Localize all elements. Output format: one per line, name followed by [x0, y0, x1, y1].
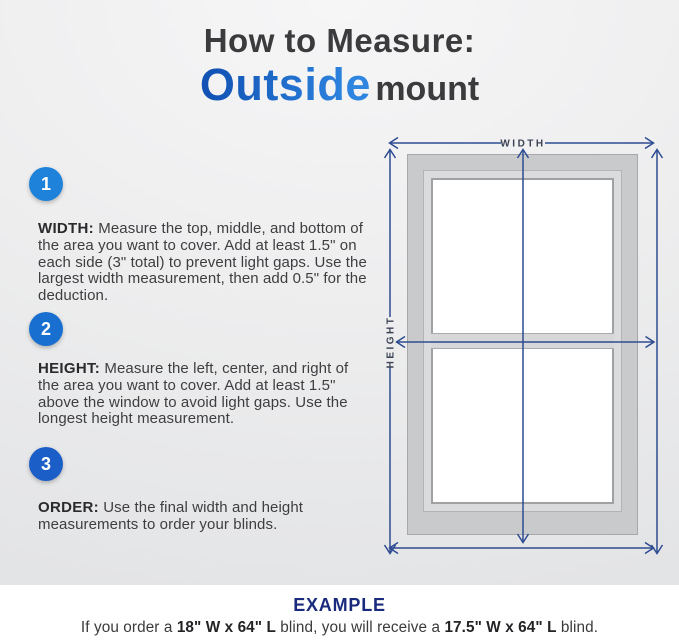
step-1-label: WIDTH:	[38, 220, 94, 237]
step-2-text: Measure the left, center, and right of the area you want to cover. Add at least 1.5" above the window to avoid light gaps. Use the longest height measurement.	[38, 360, 349, 428]
step-2-instructions	[38, 361, 370, 428]
measurement-arrows	[375, 125, 675, 575]
title-mount-word: mount	[375, 70, 480, 108]
example-sentence	[0, 619, 679, 637]
step-3-badge: 3	[29, 447, 63, 481]
step-2-label: HEIGHT:	[38, 360, 101, 377]
window-measurement-diagram	[375, 125, 675, 575]
step-3-text: Use the final width and height measurements to order your blinds.	[38, 499, 304, 533]
height-label: HEIGHT	[385, 315, 397, 369]
middle-width-arrow	[397, 337, 655, 348]
example-ordered-size: 18" W x 64" L	[176, 619, 276, 636]
center-height-arrow	[518, 150, 529, 543]
example-received-size: 17.5" W x 64" L	[444, 619, 557, 636]
title-line-1: How to Measure:	[203, 22, 476, 59]
page-title	[0, 22, 679, 110]
example-footer	[0, 585, 679, 644]
height-arrow	[385, 150, 397, 554]
title-line-2	[0, 59, 679, 110]
width-label: WIDTH	[500, 138, 546, 150]
right-height-arrow	[652, 150, 663, 554]
example-segment: blind.	[556, 619, 599, 636]
step-1-instructions	[38, 221, 370, 305]
width-arrow	[390, 138, 654, 150]
step-3-instructions	[38, 500, 370, 534]
bottom-width-arrow	[390, 543, 654, 554]
example-segment: blind, you will receive a	[275, 619, 445, 636]
step-2-badge: 2	[29, 312, 63, 346]
step-3-label: ORDER:	[38, 499, 99, 516]
title-mount-type: Outside	[199, 59, 371, 110]
step-1-text: Measure the top, middle, and bottom of the area you want to cover. Add at least 1.5" on each side (3" total) to prevent light gaps. Use the largest width measurement, then add 0.5" for the deduction.	[38, 220, 367, 305]
example-segment: If you order a	[80, 619, 177, 636]
step-1-badge: 1	[29, 167, 63, 201]
example-heading: EXAMPLE	[293, 595, 386, 615]
